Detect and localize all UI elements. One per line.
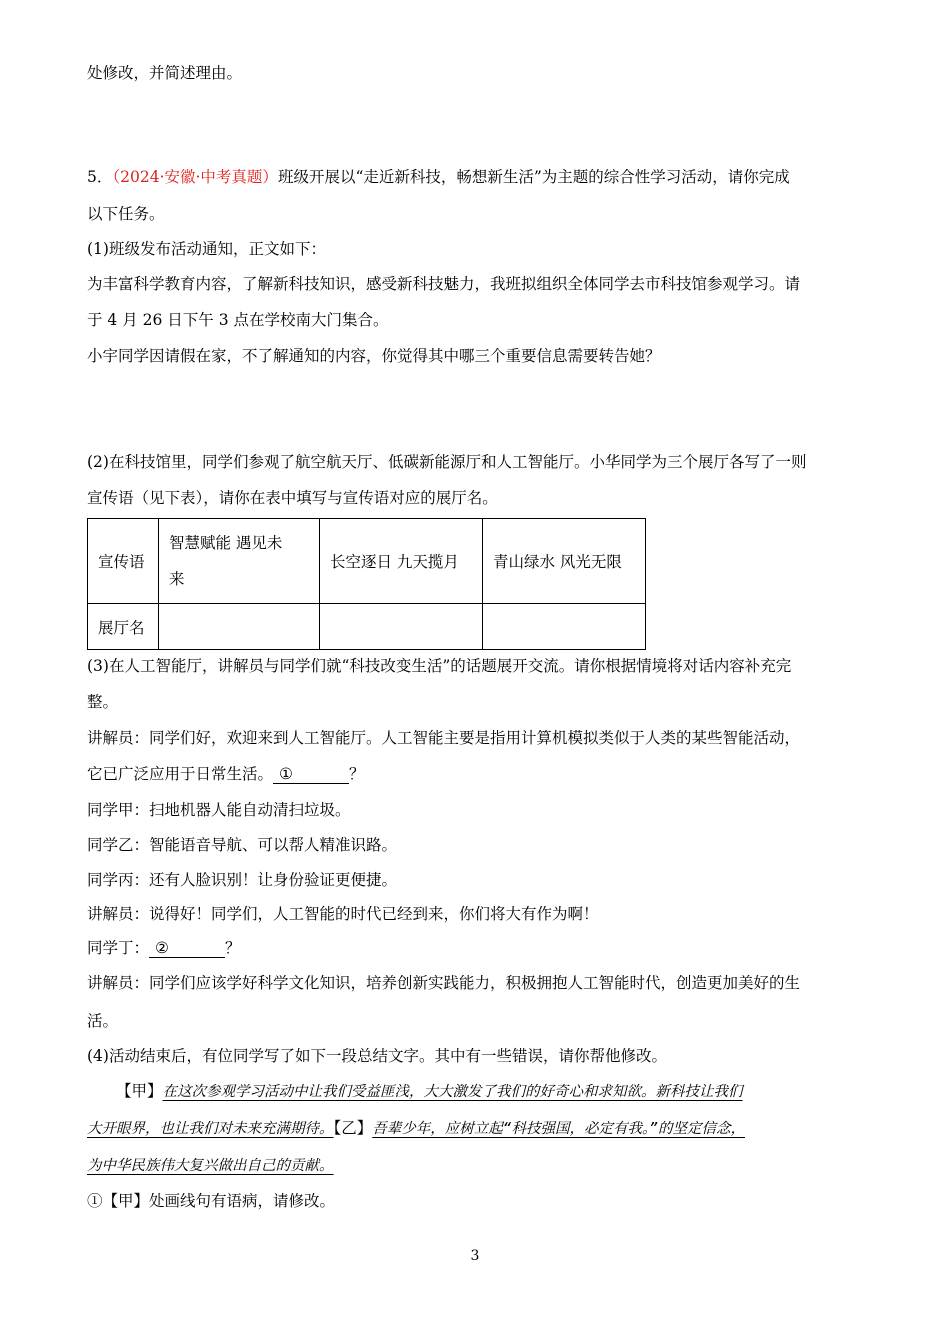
dialogue-guide-3b: 活。 — [87, 1012, 119, 1030]
summary-para-2: 大开眼界，也让我们对未来充满期待。【乙】吾辈少年，应树立起“科技强国，必定有我。”的坚定信念， — [87, 1119, 745, 1137]
dialogue-student-a: 同学甲：扫地机器人能自动清扫垃圾。 — [87, 801, 351, 819]
notice-line-1: 为丰富科学教育内容，了解新科技知识，感受新科技魅力，我班拟组织全体同学去市科技馆参观学习。请 — [87, 275, 801, 293]
table-cell-hall-2[interactable] — [320, 604, 483, 650]
dialogue-guide-1a: 讲解员：同学们好，欢迎来到人工智能厅。人工智能主要是指用计算机模拟类似于人类的某些智能活动， — [87, 729, 801, 747]
carryover-line: 处修改，并简述理由。 — [87, 64, 243, 82]
dialogue-guide-1b: 它已广泛应用于日常生活。 ① ？ — [87, 765, 365, 783]
page-number: 3 — [470, 1248, 480, 1264]
question-5-stem — [87, 166, 790, 188]
slogan-table — [87, 518, 646, 650]
table-header-hall: 展厅名 — [88, 604, 159, 650]
table-cell-hall-1[interactable] — [159, 604, 320, 650]
table-cell-slogan-2: 长空逐日 九天揽月 — [320, 519, 483, 604]
question-stem: 班级开展以“走近新科技，畅想新生活”为主题的综合性学习活动，请你完成 — [277, 168, 790, 186]
summary-para-3: 为中华民族伟大复兴做出自己的贡献。 — [87, 1158, 334, 1174]
table-cell-slogan-1: 智慧赋能 遇见未 来 — [159, 519, 320, 604]
table-cell-slogan-3: 青山绿水 风光无限 — [483, 519, 646, 604]
summary-para-1: 【甲】在这次参观学习活动中让我们受益匪浅，大大激发了我们的好奇心和求知欲。新科技让我们 — [116, 1082, 743, 1100]
dialogue-guide-3a: 讲解员：同学们应该学好科学文化知识，培养创新实践能力，积极拥抱人工智能时代，创造更加美好的生 — [87, 974, 801, 992]
task-3-line-1: (3)在人工智能厅，讲解员与同学们就“科技改变生活”的话题展开交流。请你根据情境将对话内容补充完 — [87, 657, 792, 675]
mark-yi: 【乙】 — [333, 1119, 373, 1137]
table-cell-hall-3[interactable] — [483, 604, 646, 650]
question-number: 5． — [87, 168, 113, 186]
dialogue-student-b: 同学乙：智能语音导航、可以帮人精准识路。 — [87, 836, 398, 854]
notice-line-2: 于 4 月 26 日下午 3 点在学校南大门集合。 — [87, 311, 389, 329]
question-stem-cont: 以下任务。 — [87, 205, 165, 223]
task-4-line-1: (4)活动结束后，有位同学写了如下一段总结文字。其中有一些错误，请你帮他修改。 — [87, 1047, 667, 1065]
question-source: （2024·安徽·中考真题） — [112, 168, 278, 186]
task-2-line-1: (2)在科技馆里，同学们参观了航空航天厅、低碳新能源厅和人工智能厅。小华同学为三个展厅各写了一则 — [87, 453, 807, 471]
answer-blank-1[interactable]: ① — [273, 765, 349, 784]
task-1-question: 小宇同学因请假在家，不了解通知的内容，你觉得其中哪三个重要信息需要转告她？ — [87, 347, 661, 365]
dialogue-student-c: 同学丙：还有人脸识别！让身份验证更便捷。 — [87, 871, 398, 889]
dialogue-student-d: 同学丁： ② ？ — [87, 939, 241, 957]
dialogue-guide-2: 讲解员：说得好！同学们，人工智能的时代已经到来，你们将大有作为啊！ — [87, 905, 599, 923]
sub-question-1: ①【甲】处画线句有语病，请修改。 — [87, 1192, 336, 1210]
task-1-title: (1)班级发布活动通知，正文如下： — [87, 240, 326, 258]
mark-jia: 【甲】 — [116, 1082, 163, 1100]
answer-blank-2[interactable]: ② — [149, 939, 225, 958]
task-3-line-2: 整。 — [87, 693, 119, 711]
table-header-slogan: 宣传语 — [88, 519, 159, 604]
task-2-line-2: 宣传语（见下表），请你在表中填写与宣传语对应的展厅名。 — [87, 489, 498, 507]
